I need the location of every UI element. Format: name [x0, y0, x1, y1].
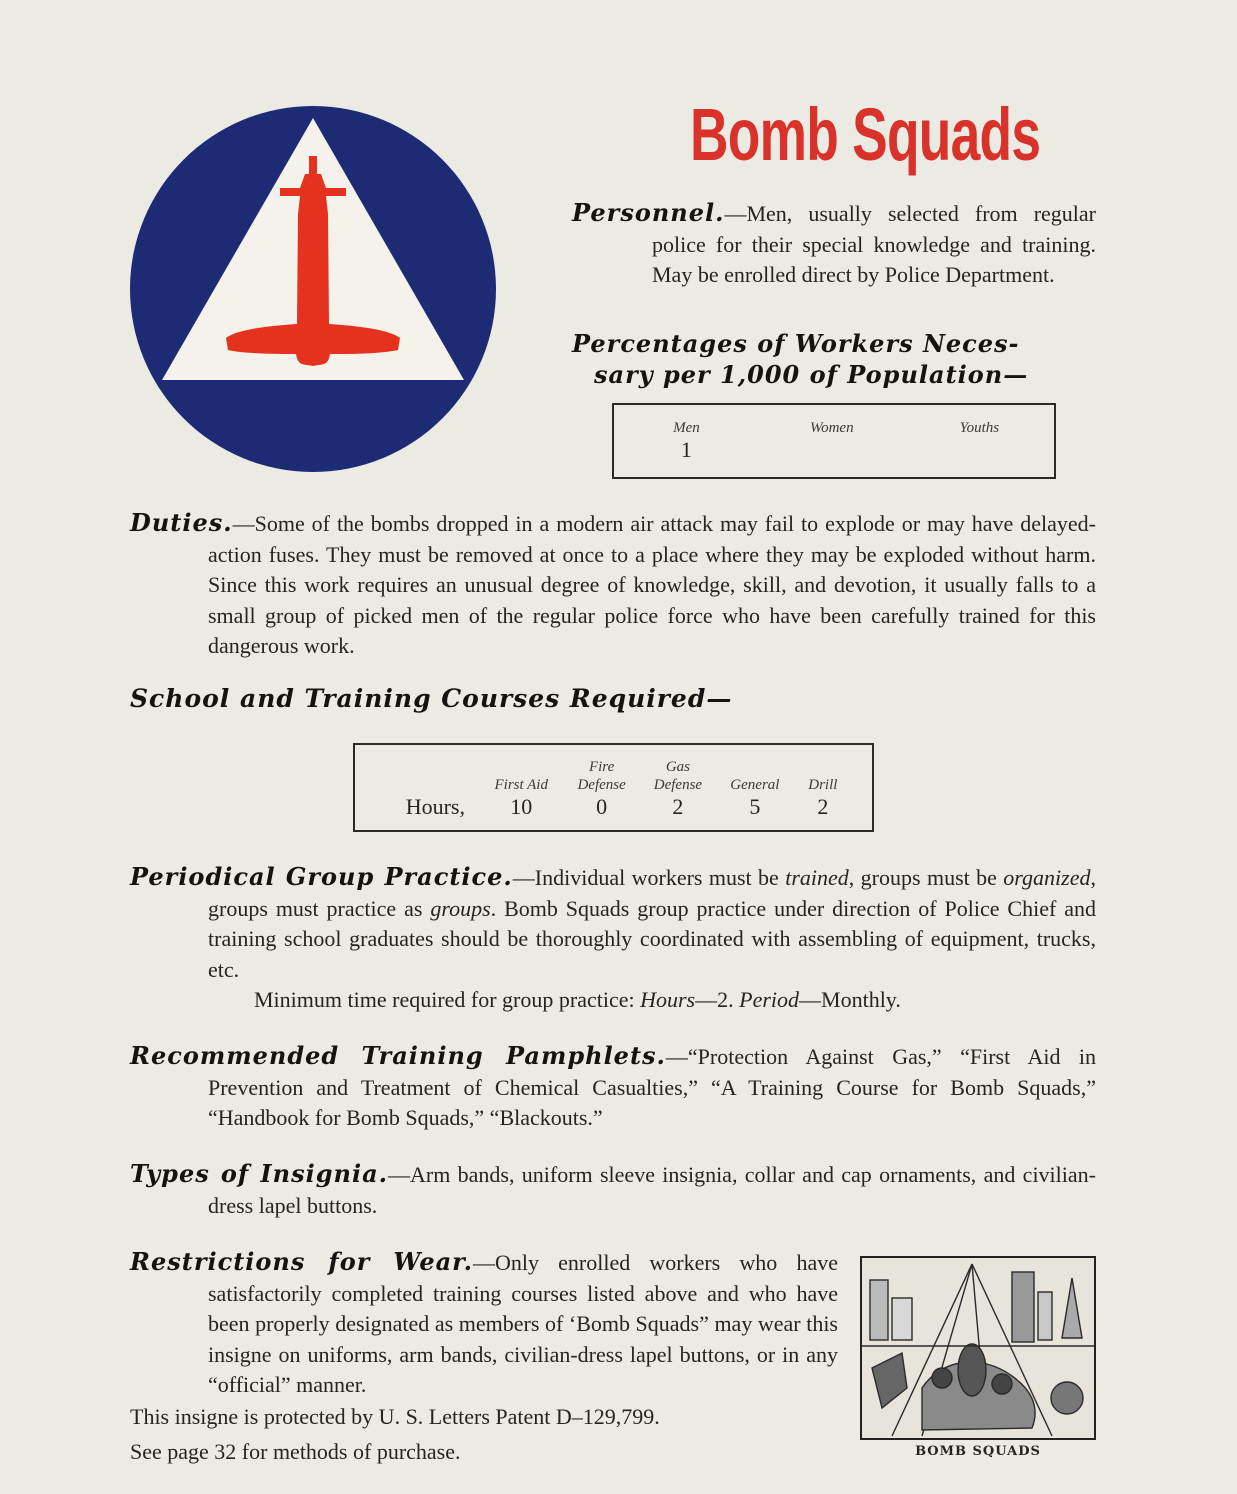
hours-label: Hours — [640, 987, 696, 1012]
percentages-heading-line1: Percentages of Workers Neces- — [572, 329, 1020, 358]
restrictions-heading: Restrictions for Wear. — [130, 1247, 473, 1276]
percentages-heading-line2: sary per 1,000 of Population— — [594, 360, 1029, 389]
personnel-section — [572, 198, 1096, 291]
hours-row-label: Hours, — [405, 794, 465, 819]
pamphlets-heading: Recommended Training Pamphlets. — [130, 1041, 666, 1070]
personnel-heading: Personnel. — [572, 198, 725, 227]
bomb-squads-insignia-emblem — [128, 104, 498, 474]
course-drill-hours: 2 — [817, 794, 829, 819]
group-practice-emph-trained: trained — [785, 865, 849, 890]
course-fire-defense-line1: Fire — [588, 759, 615, 775]
duties-heading: Duties. — [130, 508, 233, 537]
minimum-time-label: Minimum time required for group practice: — [254, 987, 641, 1012]
restrictions-text: —Only enrolled workers who have satisfactorily completed training courses listed above and who have been properly designated as members of ‘Bomb Squads” may wear this insigne on uniforms, arm bands, civilian-dress lapel buttons, or in any “official” manner. — [208, 1250, 838, 1397]
minimum-practice-time — [254, 985, 1096, 1016]
bomb-squad-illustration — [860, 1256, 1096, 1440]
group-practice-text-3: , groups must practice as — [208, 865, 1096, 921]
workers-per-1000-table — [612, 403, 1056, 479]
workers-col-youths: Youths — [959, 420, 1000, 436]
workers-col-women: Women — [809, 420, 854, 436]
school-training-heading: School and Training Courses Required— — [130, 684, 733, 713]
percentages-heading — [572, 328, 1096, 390]
group-practice-heading: Periodical Group Practice. — [130, 862, 513, 891]
group-practice-section — [130, 862, 1096, 1016]
hours-value: —2. — [695, 987, 740, 1012]
workers-col-men: Men — [673, 420, 700, 436]
patent-note: This insigne is protected by U. S. Letters Patent D–129,799. — [130, 1404, 660, 1429]
insignia-heading: Types of Insignia. — [130, 1159, 388, 1188]
course-first-aid-hours: 10 — [510, 794, 533, 819]
period-label: Period — [739, 987, 800, 1012]
course-gas-defense-hours: 2 — [672, 794, 684, 819]
purchase-note: See page 32 for methods of purchase. — [130, 1439, 461, 1464]
course-first-aid-line2: First Aid — [494, 777, 548, 793]
course-drill-line2: Drill — [808, 777, 838, 793]
course-fire-defense-line2: Defense — [577, 777, 626, 793]
course-gas-defense-line1: Gas — [665, 759, 690, 775]
pamphlets-text: —“Protection Against Gas,” “First Aid in Prevention and Treatment of Chemical Casualties,” “A Training Course for Bomb Squads,” “Handbook for Bomb Squads,” “Blackouts.” — [208, 1044, 1096, 1130]
training-hours-table — [353, 743, 874, 832]
period-value: —Monthly. — [799, 987, 901, 1012]
group-practice-text-4: . Bomb Squads group practice under direction of Police Chief and training school graduates should be thoroughly coordinated with assembling of equipment, trucks, etc. — [208, 895, 1096, 982]
page-title: Bomb Squads — [690, 93, 1041, 176]
restrictions-section — [130, 1247, 838, 1401]
duties-text: —Some of the bombs dropped in a modern air attack may fail to explode or may have delayed-action fuses. They must be removed at once to a place where they may be exploded without harm. Since this work requires an unusual degree of knowledge, skill, and devotion, it usually falls to a small group of picked men of the regular police force who have been carefully trained for this dangerous work. — [208, 511, 1096, 658]
insignia-section — [130, 1159, 1096, 1221]
illustration-caption: BOMB SQUADS — [915, 1444, 1041, 1459]
group-practice-text-2: , groups must be — [848, 865, 1004, 890]
building-shape — [870, 1280, 888, 1340]
group-practice-emph-groups: groups — [430, 895, 491, 921]
pamphlets-section — [130, 1041, 1096, 1134]
course-gas-defense-line2: Defense — [653, 777, 703, 793]
workers-value-men: 1 — [680, 437, 692, 462]
group-practice-text-1: —Individual workers must be — [512, 865, 786, 890]
course-general-line2: General — [730, 777, 780, 793]
group-practice-emph-organized: organized — [1003, 865, 1091, 890]
course-fire-defense-hours: 0 — [596, 794, 608, 819]
personnel-text: —Men, usually selected from regular police for their special knowledge and training. May be enrolled direct by Police Department. — [652, 201, 1096, 287]
insignia-text: —Arm bands, uniform sleeve insignia, collar and cap ornaments, and civilian-dress lapel buttons. — [208, 1162, 1096, 1218]
course-general-hours: 5 — [749, 794, 761, 819]
duties-section — [130, 508, 1096, 662]
